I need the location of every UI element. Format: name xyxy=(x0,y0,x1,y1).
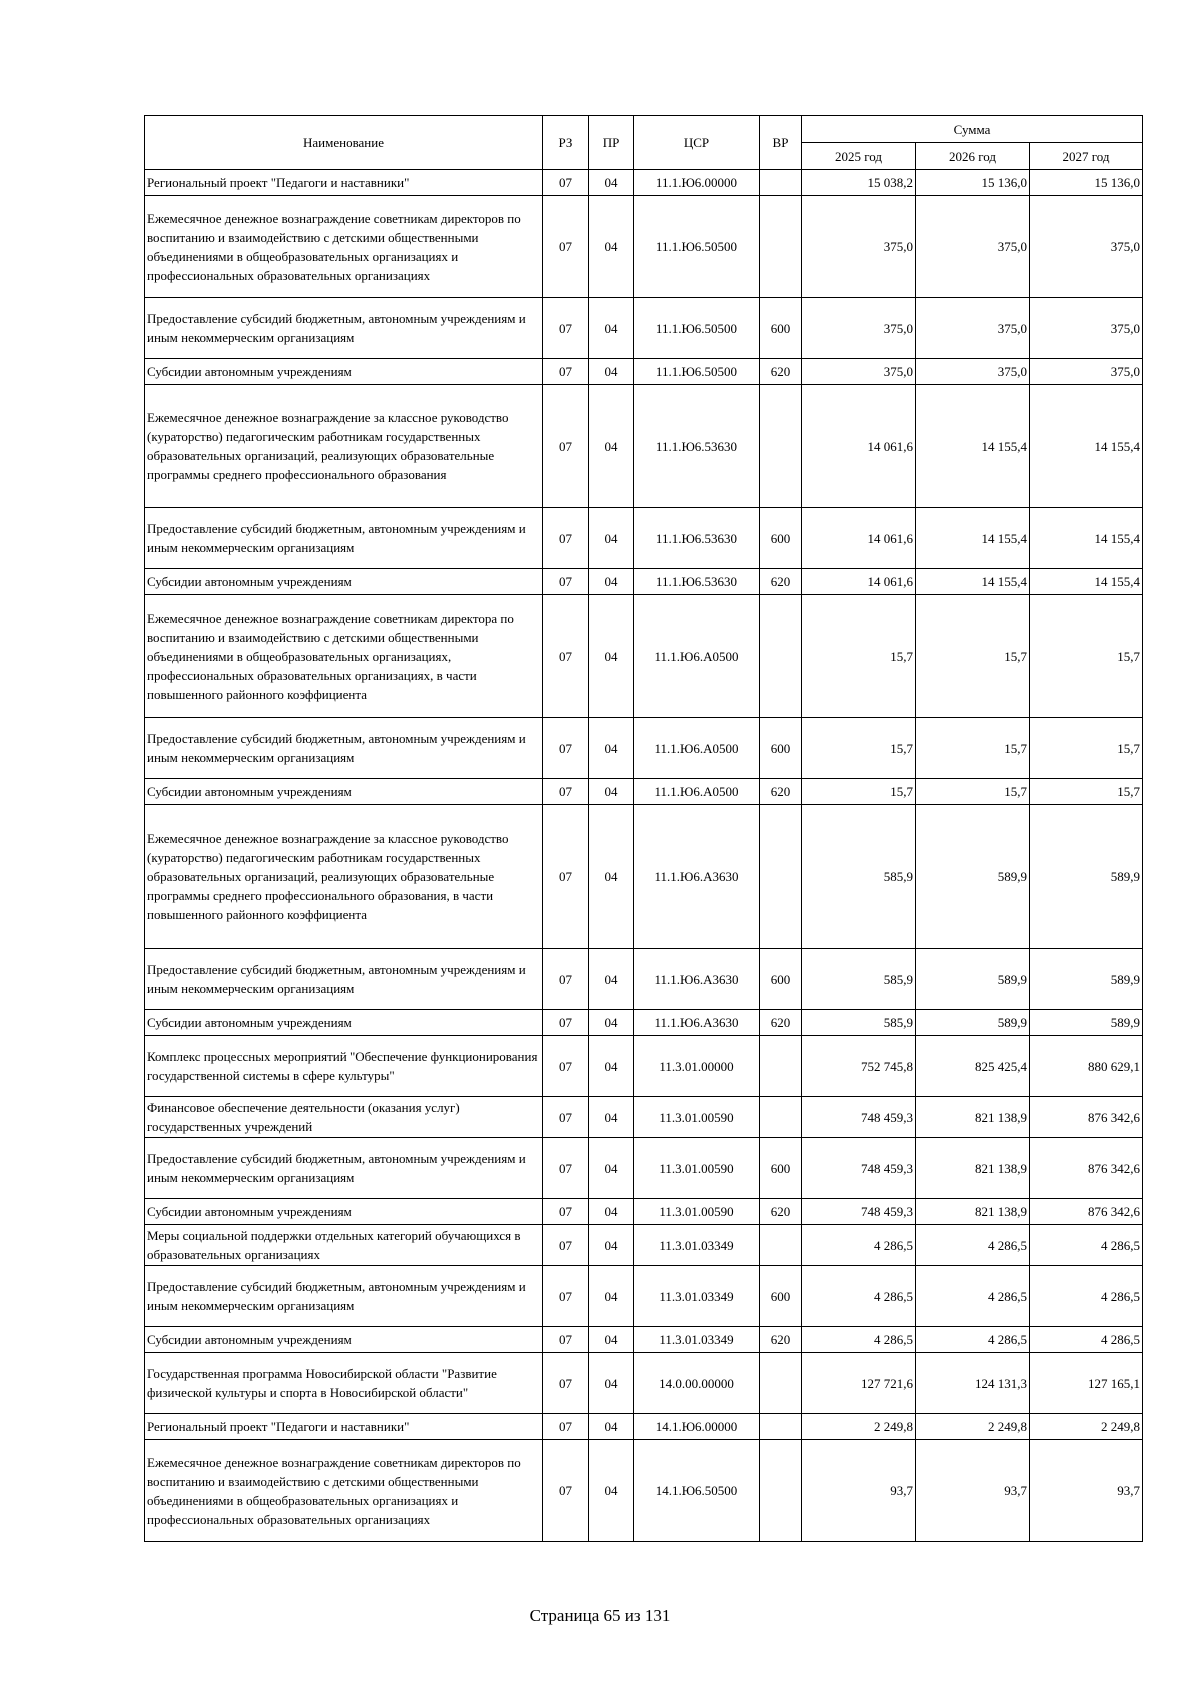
row-amount-2025: 14 061,6 xyxy=(802,385,916,508)
row-amount-2027: 2 249,8 xyxy=(1030,1414,1143,1440)
header-vr: ВР xyxy=(760,116,802,170)
row-amount-2025: 585,9 xyxy=(802,949,916,1010)
row-rz: 07 xyxy=(543,569,589,595)
row-csr: 11.1.Ю6.00000 xyxy=(634,170,760,196)
row-vr: 600 xyxy=(760,718,802,779)
table-row xyxy=(145,1353,1143,1414)
row-csr: 11.1.Ю6.А0500 xyxy=(634,718,760,779)
row-amount-2027: 14 155,4 xyxy=(1030,385,1143,508)
row-vr: 620 xyxy=(760,1010,802,1036)
row-pr: 04 xyxy=(589,1266,634,1327)
row-csr: 11.1.Ю6.А3630 xyxy=(634,1010,760,1036)
row-amount-2026: 375,0 xyxy=(916,359,1030,385)
row-rz: 07 xyxy=(543,1138,589,1199)
row-amount-2025: 4 286,5 xyxy=(802,1225,916,1266)
row-pr: 04 xyxy=(589,569,634,595)
row-name: Предоставление субсидий бюджетным, автономным учреждениям и иным некоммерческим организациям xyxy=(145,949,543,1010)
row-amount-2027: 4 286,5 xyxy=(1030,1266,1143,1327)
row-pr: 04 xyxy=(589,385,634,508)
table-row xyxy=(145,1225,1143,1266)
row-pr: 04 xyxy=(589,1414,634,1440)
row-name: Региональный проект "Педагоги и наставники" xyxy=(145,1414,543,1440)
row-amount-2026: 15,7 xyxy=(916,595,1030,718)
row-rz: 07 xyxy=(543,1225,589,1266)
row-amount-2025: 15,7 xyxy=(802,779,916,805)
header-name: Наименование xyxy=(145,116,543,170)
header-csr: ЦСР xyxy=(634,116,760,170)
row-csr: 14.1.Ю6.00000 xyxy=(634,1414,760,1440)
row-amount-2026: 4 286,5 xyxy=(916,1225,1030,1266)
header-year-2027: 2027 год xyxy=(1030,143,1143,170)
row-csr: 11.1.Ю6.А3630 xyxy=(634,949,760,1010)
row-amount-2027: 589,9 xyxy=(1030,1010,1143,1036)
table-row xyxy=(145,1440,1143,1542)
row-rz: 07 xyxy=(543,196,589,298)
table-row xyxy=(145,1138,1143,1199)
row-amount-2027: 375,0 xyxy=(1030,298,1143,359)
row-vr xyxy=(760,1225,802,1266)
table-row xyxy=(145,718,1143,779)
row-vr: 620 xyxy=(760,779,802,805)
table-row xyxy=(145,1327,1143,1353)
row-vr: 600 xyxy=(760,508,802,569)
row-name: Региональный проект "Педагоги и наставники" xyxy=(145,170,543,196)
row-name: Предоставление субсидий бюджетным, автономным учреждениям и иным некоммерческим организациям xyxy=(145,298,543,359)
row-rz: 07 xyxy=(543,1199,589,1225)
table-row xyxy=(145,170,1143,196)
row-name: Субсидии автономным учреждениям xyxy=(145,1327,543,1353)
row-csr: 11.1.Ю6.А0500 xyxy=(634,595,760,718)
row-csr: 14.1.Ю6.50500 xyxy=(634,1440,760,1542)
row-amount-2027: 127 165,1 xyxy=(1030,1353,1143,1414)
row-rz: 07 xyxy=(543,1266,589,1327)
row-csr: 11.1.Ю6.А3630 xyxy=(634,805,760,949)
row-pr: 04 xyxy=(589,196,634,298)
row-name: Государственная программа Новосибирской области "Развитие физической культуры и спорта в Новосибирской области" xyxy=(145,1353,543,1414)
row-name: Субсидии автономным учреждениям xyxy=(145,569,543,595)
row-amount-2027: 15,7 xyxy=(1030,595,1143,718)
row-pr: 04 xyxy=(589,1199,634,1225)
table-row xyxy=(145,1266,1143,1327)
row-amount-2027: 589,9 xyxy=(1030,949,1143,1010)
row-name: Субсидии автономным учреждениям xyxy=(145,779,543,805)
row-csr: 11.1.Ю6.50500 xyxy=(634,196,760,298)
row-amount-2026: 15,7 xyxy=(916,779,1030,805)
row-amount-2025: 14 061,6 xyxy=(802,508,916,569)
row-amount-2027: 876 342,6 xyxy=(1030,1138,1143,1199)
row-amount-2025: 127 721,6 xyxy=(802,1353,916,1414)
table-row xyxy=(145,1414,1143,1440)
row-vr: 600 xyxy=(760,1138,802,1199)
row-vr xyxy=(760,385,802,508)
row-csr: 11.3.01.00590 xyxy=(634,1138,760,1199)
row-amount-2025: 748 459,3 xyxy=(802,1097,916,1138)
row-csr: 11.1.Ю6.А0500 xyxy=(634,779,760,805)
row-name: Ежемесячное денежное вознаграждение за классное руководство (кураторство) педагогическим работникам государственных образовательных организаций, реализующих образовательные программы среднего профессионального образования, в части повышенного районного коэффициента xyxy=(145,805,543,949)
row-amount-2025: 2 249,8 xyxy=(802,1414,916,1440)
table-row xyxy=(145,779,1143,805)
row-vr xyxy=(760,196,802,298)
row-amount-2025: 748 459,3 xyxy=(802,1199,916,1225)
row-amount-2027: 589,9 xyxy=(1030,805,1143,949)
table-row xyxy=(145,595,1143,718)
row-amount-2025: 15,7 xyxy=(802,718,916,779)
row-vr: 620 xyxy=(760,359,802,385)
row-amount-2027: 15,7 xyxy=(1030,718,1143,779)
table-row xyxy=(145,1010,1143,1036)
row-rz: 07 xyxy=(543,1440,589,1542)
row-vr: 600 xyxy=(760,298,802,359)
row-amount-2027: 93,7 xyxy=(1030,1440,1143,1542)
row-csr: 11.1.Ю6.53630 xyxy=(634,569,760,595)
row-amount-2026: 825 425,4 xyxy=(916,1036,1030,1097)
row-pr: 04 xyxy=(589,1353,634,1414)
row-rz: 07 xyxy=(543,1353,589,1414)
row-pr: 04 xyxy=(589,949,634,1010)
row-amount-2027: 15 136,0 xyxy=(1030,170,1143,196)
row-vr: 620 xyxy=(760,1327,802,1353)
table-row xyxy=(145,196,1143,298)
row-amount-2026: 375,0 xyxy=(916,298,1030,359)
row-vr xyxy=(760,170,802,196)
row-amount-2026: 15,7 xyxy=(916,718,1030,779)
row-amount-2026: 821 138,9 xyxy=(916,1199,1030,1225)
row-rz: 07 xyxy=(543,949,589,1010)
row-amount-2027: 4 286,5 xyxy=(1030,1225,1143,1266)
row-amount-2025: 15,7 xyxy=(802,595,916,718)
row-name: Ежемесячное денежное вознаграждение за классное руководство (кураторство) педагогическим работникам государственных образовательных организаций, реализующих образовательные программы среднего профессионального образования xyxy=(145,385,543,508)
row-name: Финансовое обеспечение деятельности (оказания услуг) государственных учреждений xyxy=(145,1097,543,1138)
row-amount-2027: 375,0 xyxy=(1030,359,1143,385)
row-pr: 04 xyxy=(589,1225,634,1266)
row-amount-2027: 876 342,6 xyxy=(1030,1097,1143,1138)
row-vr xyxy=(760,1414,802,1440)
row-pr: 04 xyxy=(589,298,634,359)
row-amount-2026: 14 155,4 xyxy=(916,385,1030,508)
row-amount-2025: 15 038,2 xyxy=(802,170,916,196)
row-name: Ежемесячное денежное вознаграждение советникам директоров по воспитанию и взаимодействию с детскими общественными объединениями в общеобразовательных организациях и профессиональных образовательных организациях xyxy=(145,1440,543,1542)
row-vr xyxy=(760,1097,802,1138)
row-rz: 07 xyxy=(543,359,589,385)
row-amount-2025: 585,9 xyxy=(802,805,916,949)
row-amount-2025: 14 061,6 xyxy=(802,569,916,595)
row-amount-2025: 752 745,8 xyxy=(802,1036,916,1097)
row-name: Предоставление субсидий бюджетным, автономным учреждениям и иным некоммерческим организациям xyxy=(145,1138,543,1199)
row-csr: 11.1.Ю6.53630 xyxy=(634,508,760,569)
row-rz: 07 xyxy=(543,718,589,779)
row-name: Субсидии автономным учреждениям xyxy=(145,359,543,385)
row-csr: 11.1.Ю6.50500 xyxy=(634,359,760,385)
row-name: Ежемесячное денежное вознаграждение советникам директоров по воспитанию и взаимодействию с детскими общественными объединениями в общеобразовательных организациях и профессиональных образовательных организациях xyxy=(145,196,543,298)
table-row xyxy=(145,569,1143,595)
row-amount-2025: 375,0 xyxy=(802,196,916,298)
row-csr: 14.0.00.00000 xyxy=(634,1353,760,1414)
row-rz: 07 xyxy=(543,298,589,359)
row-vr: 620 xyxy=(760,569,802,595)
header-year-2026: 2026 год xyxy=(916,143,1030,170)
row-csr: 11.3.01.00590 xyxy=(634,1199,760,1225)
row-amount-2027: 880 629,1 xyxy=(1030,1036,1143,1097)
row-csr: 11.1.Ю6.50500 xyxy=(634,298,760,359)
row-amount-2027: 375,0 xyxy=(1030,196,1143,298)
row-amount-2026: 4 286,5 xyxy=(916,1327,1030,1353)
row-vr: 620 xyxy=(760,1199,802,1225)
row-amount-2027: 15,7 xyxy=(1030,779,1143,805)
table-header xyxy=(145,116,1143,170)
header-year-2025: 2025 год xyxy=(802,143,916,170)
row-csr: 11.1.Ю6.53630 xyxy=(634,385,760,508)
row-csr: 11.3.01.00000 xyxy=(634,1036,760,1097)
row-rz: 07 xyxy=(543,805,589,949)
row-amount-2025: 375,0 xyxy=(802,298,916,359)
row-amount-2027: 14 155,4 xyxy=(1030,569,1143,595)
row-amount-2027: 4 286,5 xyxy=(1030,1327,1143,1353)
row-csr: 11.3.01.03349 xyxy=(634,1266,760,1327)
row-amount-2025: 4 286,5 xyxy=(802,1266,916,1327)
row-csr: 11.3.01.03349 xyxy=(634,1225,760,1266)
row-csr: 11.3.01.03349 xyxy=(634,1327,760,1353)
row-rz: 07 xyxy=(543,1010,589,1036)
row-pr: 04 xyxy=(589,1327,634,1353)
row-amount-2026: 589,9 xyxy=(916,1010,1030,1036)
row-vr xyxy=(760,805,802,949)
row-csr: 11.3.01.00590 xyxy=(634,1097,760,1138)
row-amount-2026: 124 131,3 xyxy=(916,1353,1030,1414)
row-pr: 04 xyxy=(589,1138,634,1199)
row-pr: 04 xyxy=(589,1440,634,1542)
row-pr: 04 xyxy=(589,1010,634,1036)
row-pr: 04 xyxy=(589,595,634,718)
row-rz: 07 xyxy=(543,595,589,718)
row-name: Субсидии автономным учреждениям xyxy=(145,1199,543,1225)
row-pr: 04 xyxy=(589,508,634,569)
header-pr: ПР xyxy=(589,116,634,170)
header-rz: РЗ xyxy=(543,116,589,170)
table-row xyxy=(145,359,1143,385)
row-rz: 07 xyxy=(543,1036,589,1097)
row-amount-2025: 748 459,3 xyxy=(802,1138,916,1199)
budget-table xyxy=(144,115,1143,1542)
row-vr xyxy=(760,1036,802,1097)
row-name: Предоставление субсидий бюджетным, автономным учреждениям и иным некоммерческим организациям xyxy=(145,508,543,569)
row-amount-2026: 375,0 xyxy=(916,196,1030,298)
row-amount-2025: 4 286,5 xyxy=(802,1327,916,1353)
row-amount-2026: 14 155,4 xyxy=(916,569,1030,595)
row-amount-2026: 14 155,4 xyxy=(916,508,1030,569)
row-name: Комплекс процессных мероприятий "Обеспечение функционирования государственной системы в сфере культуры" xyxy=(145,1036,543,1097)
row-vr xyxy=(760,1440,802,1542)
row-rz: 07 xyxy=(543,385,589,508)
row-vr: 600 xyxy=(760,1266,802,1327)
row-pr: 04 xyxy=(589,718,634,779)
row-amount-2026: 4 286,5 xyxy=(916,1266,1030,1327)
table-body xyxy=(145,170,1143,1542)
row-vr: 600 xyxy=(760,949,802,1010)
row-amount-2026: 589,9 xyxy=(916,949,1030,1010)
row-pr: 04 xyxy=(589,359,634,385)
row-rz: 07 xyxy=(543,1414,589,1440)
row-rz: 07 xyxy=(543,779,589,805)
row-amount-2027: 876 342,6 xyxy=(1030,1199,1143,1225)
row-rz: 07 xyxy=(543,508,589,569)
row-amount-2025: 585,9 xyxy=(802,1010,916,1036)
row-vr xyxy=(760,595,802,718)
row-name: Субсидии автономным учреждениям xyxy=(145,1010,543,1036)
row-amount-2026: 589,9 xyxy=(916,805,1030,949)
table-row xyxy=(145,508,1143,569)
row-amount-2025: 93,7 xyxy=(802,1440,916,1542)
row-amount-2026: 93,7 xyxy=(916,1440,1030,1542)
table-row xyxy=(145,1097,1143,1138)
row-name: Ежемесячное денежное вознаграждение советникам директора по воспитанию и взаимодействию с детскими общественными объединениями в общеобразовательных организациях, профессиональных образовательных организациях, в части повышенного районного коэффициента xyxy=(145,595,543,718)
row-amount-2025: 375,0 xyxy=(802,359,916,385)
table-row xyxy=(145,385,1143,508)
page-number: Страница 65 из 131 xyxy=(529,1606,671,1625)
row-name: Предоставление субсидий бюджетным, автономным учреждениям и иным некоммерческим организациям xyxy=(145,718,543,779)
table-row xyxy=(145,949,1143,1010)
row-rz: 07 xyxy=(543,170,589,196)
row-amount-2026: 15 136,0 xyxy=(916,170,1030,196)
table-row xyxy=(145,805,1143,949)
row-rz: 07 xyxy=(543,1097,589,1138)
row-name: Меры социальной поддержки отдельных категорий обучающихся в образовательных организациях xyxy=(145,1225,543,1266)
row-pr: 04 xyxy=(589,170,634,196)
row-pr: 04 xyxy=(589,805,634,949)
row-pr: 04 xyxy=(589,779,634,805)
table-row xyxy=(145,298,1143,359)
table-row xyxy=(145,1036,1143,1097)
row-rz: 07 xyxy=(543,1327,589,1353)
row-amount-2026: 821 138,9 xyxy=(916,1138,1030,1199)
row-vr xyxy=(760,1353,802,1414)
table-row xyxy=(145,1199,1143,1225)
row-amount-2026: 2 249,8 xyxy=(916,1414,1030,1440)
row-amount-2026: 821 138,9 xyxy=(916,1097,1030,1138)
row-amount-2027: 14 155,4 xyxy=(1030,508,1143,569)
row-pr: 04 xyxy=(589,1036,634,1097)
row-pr: 04 xyxy=(589,1097,634,1138)
row-name: Предоставление субсидий бюджетным, автономным учреждениям и иным некоммерческим организациям xyxy=(145,1266,543,1327)
header-sum: Сумма xyxy=(802,116,1143,143)
